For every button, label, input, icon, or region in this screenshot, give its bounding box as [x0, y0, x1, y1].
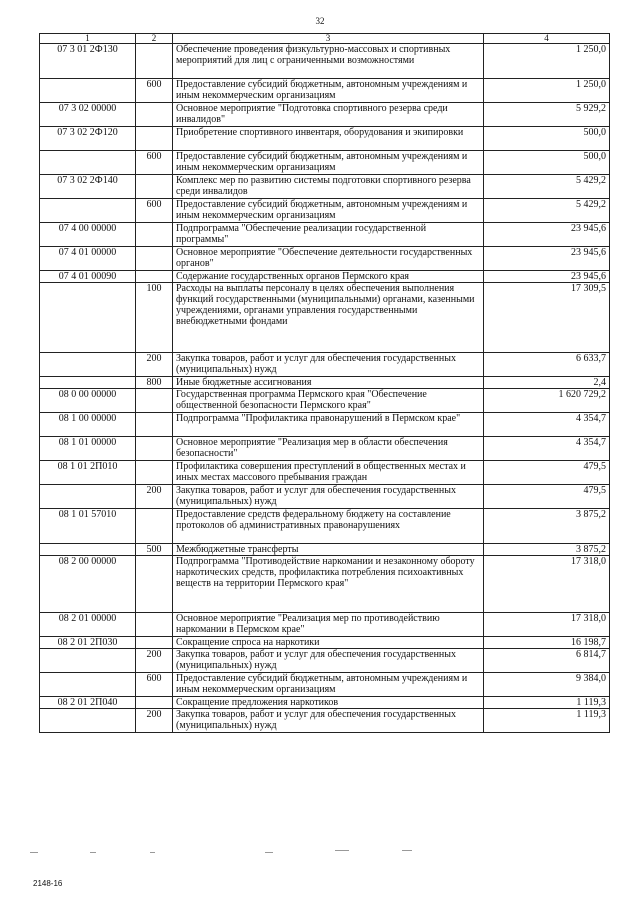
budget-code-cell — [40, 199, 136, 223]
amount-cell: 5 429,2 — [484, 199, 610, 223]
item-name-cell: Закупка товаров, работ и услуг для обеспечения государственных (муниципальных) нужд — [173, 485, 484, 509]
expense-type-cell: 200 — [136, 649, 173, 673]
table-row — [40, 697, 610, 709]
budget-code-cell — [40, 709, 136, 733]
amount-cell: 500,0 — [484, 151, 610, 175]
budget-code-cell: 07 3 01 2Ф130 — [40, 44, 136, 79]
item-name-cell: Обеспечение проведения физкультурно-массовых и спортивных мероприятий для лиц с ограниченными возможностями — [173, 44, 484, 79]
table-header-row — [40, 34, 610, 44]
table-row — [40, 377, 610, 389]
item-name-cell: Государственная программа Пермского края "Обеспечение общественной безопасности Пермского края" — [173, 389, 484, 413]
table-row — [40, 437, 610, 461]
table-row — [40, 44, 610, 79]
table-row — [40, 413, 610, 437]
table-row — [40, 509, 610, 544]
amount-cell: 1 250,0 — [484, 44, 610, 79]
document-footer-code: 2148-16 — [33, 879, 63, 888]
amount-cell: 16 198,7 — [484, 637, 610, 649]
table-row — [40, 151, 610, 175]
expense-type-cell — [136, 413, 173, 437]
item-name-cell: Подпрограмма "Профилактика правонарушений в Пермском крае" — [173, 413, 484, 437]
budget-code-cell: 08 2 01 2П040 — [40, 697, 136, 709]
expense-type-cell: 800 — [136, 377, 173, 389]
expense-type-cell — [136, 271, 173, 283]
budget-code-cell — [40, 649, 136, 673]
budget-code-cell: 07 4 01 00000 — [40, 247, 136, 271]
amount-cell: 17 309,5 — [484, 283, 610, 353]
budget-code-cell: 07 3 02 00000 — [40, 103, 136, 127]
scan-artifact-marks — [30, 848, 430, 856]
amount-cell: 23 945,6 — [484, 247, 610, 271]
item-name-cell: Подпрограмма "Обеспечение реализации государственной программы" — [173, 223, 484, 247]
column-header-name: 3 — [173, 34, 484, 44]
expense-type-cell — [136, 175, 173, 199]
expense-type-cell: 200 — [136, 353, 173, 377]
table-row — [40, 485, 610, 509]
budget-code-cell — [40, 353, 136, 377]
table-row — [40, 223, 610, 247]
table-row — [40, 389, 610, 413]
item-name-cell: Предоставление субсидий бюджетным, автономным учреждениям и иным некоммерческим организациям — [173, 79, 484, 103]
item-name-cell: Комплекс мер по развитию системы подготовки спортивного резерва среди инвалидов — [173, 175, 484, 199]
budget-code-cell: 08 1 01 00000 — [40, 437, 136, 461]
budget-code-cell: 08 2 01 2П030 — [40, 637, 136, 649]
item-name-cell: Закупка товаров, работ и услуг для обеспечения государственных (муниципальных) нужд — [173, 709, 484, 733]
amount-cell: 4 354,7 — [484, 437, 610, 461]
budget-code-cell: 08 0 00 00000 — [40, 389, 136, 413]
table-row — [40, 127, 610, 151]
amount-cell: 500,0 — [484, 127, 610, 151]
expense-type-cell — [136, 613, 173, 637]
table-row — [40, 556, 610, 613]
expense-type-cell: 600 — [136, 79, 173, 103]
expense-type-cell — [136, 437, 173, 461]
page-number: 32 — [315, 16, 325, 26]
table-row — [40, 175, 610, 199]
expense-type-cell: 200 — [136, 709, 173, 733]
table-row — [40, 271, 610, 283]
item-name-cell: Иные бюджетные ассигнования — [173, 377, 484, 389]
amount-cell: 3 875,2 — [484, 544, 610, 556]
amount-cell: 1 620 729,2 — [484, 389, 610, 413]
budget-code-cell — [40, 544, 136, 556]
table-row — [40, 353, 610, 377]
table-row — [40, 613, 610, 637]
budget-code-cell: 07 4 01 00090 — [40, 271, 136, 283]
item-name-cell: Основное мероприятие "Реализация мер по противодействию наркомании в Пермском крае" — [173, 613, 484, 637]
amount-cell: 6 814,7 — [484, 649, 610, 673]
budget-code-cell — [40, 283, 136, 353]
amount-cell: 479,5 — [484, 461, 610, 485]
expense-type-cell: 600 — [136, 199, 173, 223]
item-name-cell: Основное мероприятие "Подготовка спортивного резерва среди инвалидов" — [173, 103, 484, 127]
expense-type-cell: 600 — [136, 673, 173, 697]
expense-type-cell — [136, 127, 173, 151]
expense-type-cell — [136, 247, 173, 271]
item-name-cell: Предоставление субсидий бюджетным, автономным учреждениям и иным некоммерческим организациям — [173, 199, 484, 223]
budget-code-cell: 07 3 02 2Ф120 — [40, 127, 136, 151]
item-name-cell: Содержание государственных органов Пермского края — [173, 271, 484, 283]
expense-type-cell — [136, 556, 173, 613]
column-header-amount: 4 — [484, 34, 610, 44]
item-name-cell: Основное мероприятие "Реализация мер в области обеспечения безопасности" — [173, 437, 484, 461]
expense-type-cell — [136, 461, 173, 485]
item-name-cell: Приобретение спортивного инвентаря, оборудования и экипировки — [173, 127, 484, 151]
amount-cell: 5 929,2 — [484, 103, 610, 127]
amount-cell: 6 633,7 — [484, 353, 610, 377]
item-name-cell: Подпрограмма "Противодействие наркомании и незаконному обороту наркотических средств, профилактика потребления психоактивных веществ на территории Пермского края" — [173, 556, 484, 613]
amount-cell: 17 318,0 — [484, 556, 610, 613]
budget-code-cell — [40, 79, 136, 103]
expense-type-cell — [136, 389, 173, 413]
item-name-cell: Межбюджетные трансферты — [173, 544, 484, 556]
budget-code-cell — [40, 485, 136, 509]
column-header-expense-type: 2 — [136, 34, 173, 44]
item-name-cell: Закупка товаров, работ и услуг для обеспечения государственных (муниципальных) нужд — [173, 353, 484, 377]
table-row — [40, 199, 610, 223]
expense-type-cell: 600 — [136, 151, 173, 175]
amount-cell: 17 318,0 — [484, 613, 610, 637]
budget-code-cell — [40, 151, 136, 175]
amount-cell: 3 875,2 — [484, 509, 610, 544]
column-header-code: 1 — [40, 34, 136, 44]
budget-code-cell: 07 3 02 2Ф140 — [40, 175, 136, 199]
table-row — [40, 461, 610, 485]
amount-cell: 9 384,0 — [484, 673, 610, 697]
amount-cell: 5 429,2 — [484, 175, 610, 199]
item-name-cell: Предоставление средств федеральному бюджету на составление протоколов об административных правонарушениях — [173, 509, 484, 544]
budget-code-cell — [40, 673, 136, 697]
item-name-cell: Расходы на выплаты персоналу в целях обеспечения выполнения функций государственными (муниципальными) органами, казенными учреждениями, органами управления государственными внебюджетными фондами — [173, 283, 484, 353]
table-row — [40, 283, 610, 353]
expense-type-cell: 100 — [136, 283, 173, 353]
expense-type-cell — [136, 509, 173, 544]
table-row — [40, 709, 610, 733]
budget-code-cell: 08 1 01 57010 — [40, 509, 136, 544]
item-name-cell: Профилактика совершения преступлений в общественных местах и иных местах массового пребывания граждан — [173, 461, 484, 485]
amount-cell: 2,4 — [484, 377, 610, 389]
budget-code-cell: 08 2 01 00000 — [40, 613, 136, 637]
amount-cell: 1 119,3 — [484, 697, 610, 709]
budget-code-cell — [40, 377, 136, 389]
amount-cell: 1 119,3 — [484, 709, 610, 733]
budget-code-cell: 07 4 00 00000 — [40, 223, 136, 247]
table-row — [40, 544, 610, 556]
amount-cell: 479,5 — [484, 485, 610, 509]
amount-cell: 1 250,0 — [484, 79, 610, 103]
expense-type-cell — [136, 697, 173, 709]
expense-type-cell — [136, 637, 173, 649]
table-row — [40, 649, 610, 673]
table-row — [40, 247, 610, 271]
budget-code-cell: 08 1 01 2П010 — [40, 461, 136, 485]
expense-type-cell — [136, 44, 173, 79]
table-row — [40, 637, 610, 649]
table-row — [40, 103, 610, 127]
budget-code-cell: 08 2 00 00000 — [40, 556, 136, 613]
budget-table — [39, 33, 610, 733]
expense-type-cell — [136, 223, 173, 247]
budget-code-cell: 08 1 00 00000 — [40, 413, 136, 437]
amount-cell: 23 945,6 — [484, 223, 610, 247]
item-name-cell: Сокращение предложения наркотиков — [173, 697, 484, 709]
amount-cell: 23 945,6 — [484, 271, 610, 283]
item-name-cell: Основное мероприятие "Обеспечение деятельности государственных органов" — [173, 247, 484, 271]
item-name-cell: Предоставление субсидий бюджетным, автономным учреждениям и иным некоммерческим организациям — [173, 673, 484, 697]
item-name-cell: Закупка товаров, работ и услуг для обеспечения государственных (муниципальных) нужд — [173, 649, 484, 673]
table-row — [40, 673, 610, 697]
expense-type-cell: 500 — [136, 544, 173, 556]
item-name-cell: Предоставление субсидий бюджетным, автономным учреждениям и иным некоммерческим организациям — [173, 151, 484, 175]
amount-cell: 4 354,7 — [484, 413, 610, 437]
expense-type-cell — [136, 103, 173, 127]
table-row — [40, 79, 610, 103]
expense-type-cell: 200 — [136, 485, 173, 509]
item-name-cell: Сокращение спроса на наркотики — [173, 637, 484, 649]
